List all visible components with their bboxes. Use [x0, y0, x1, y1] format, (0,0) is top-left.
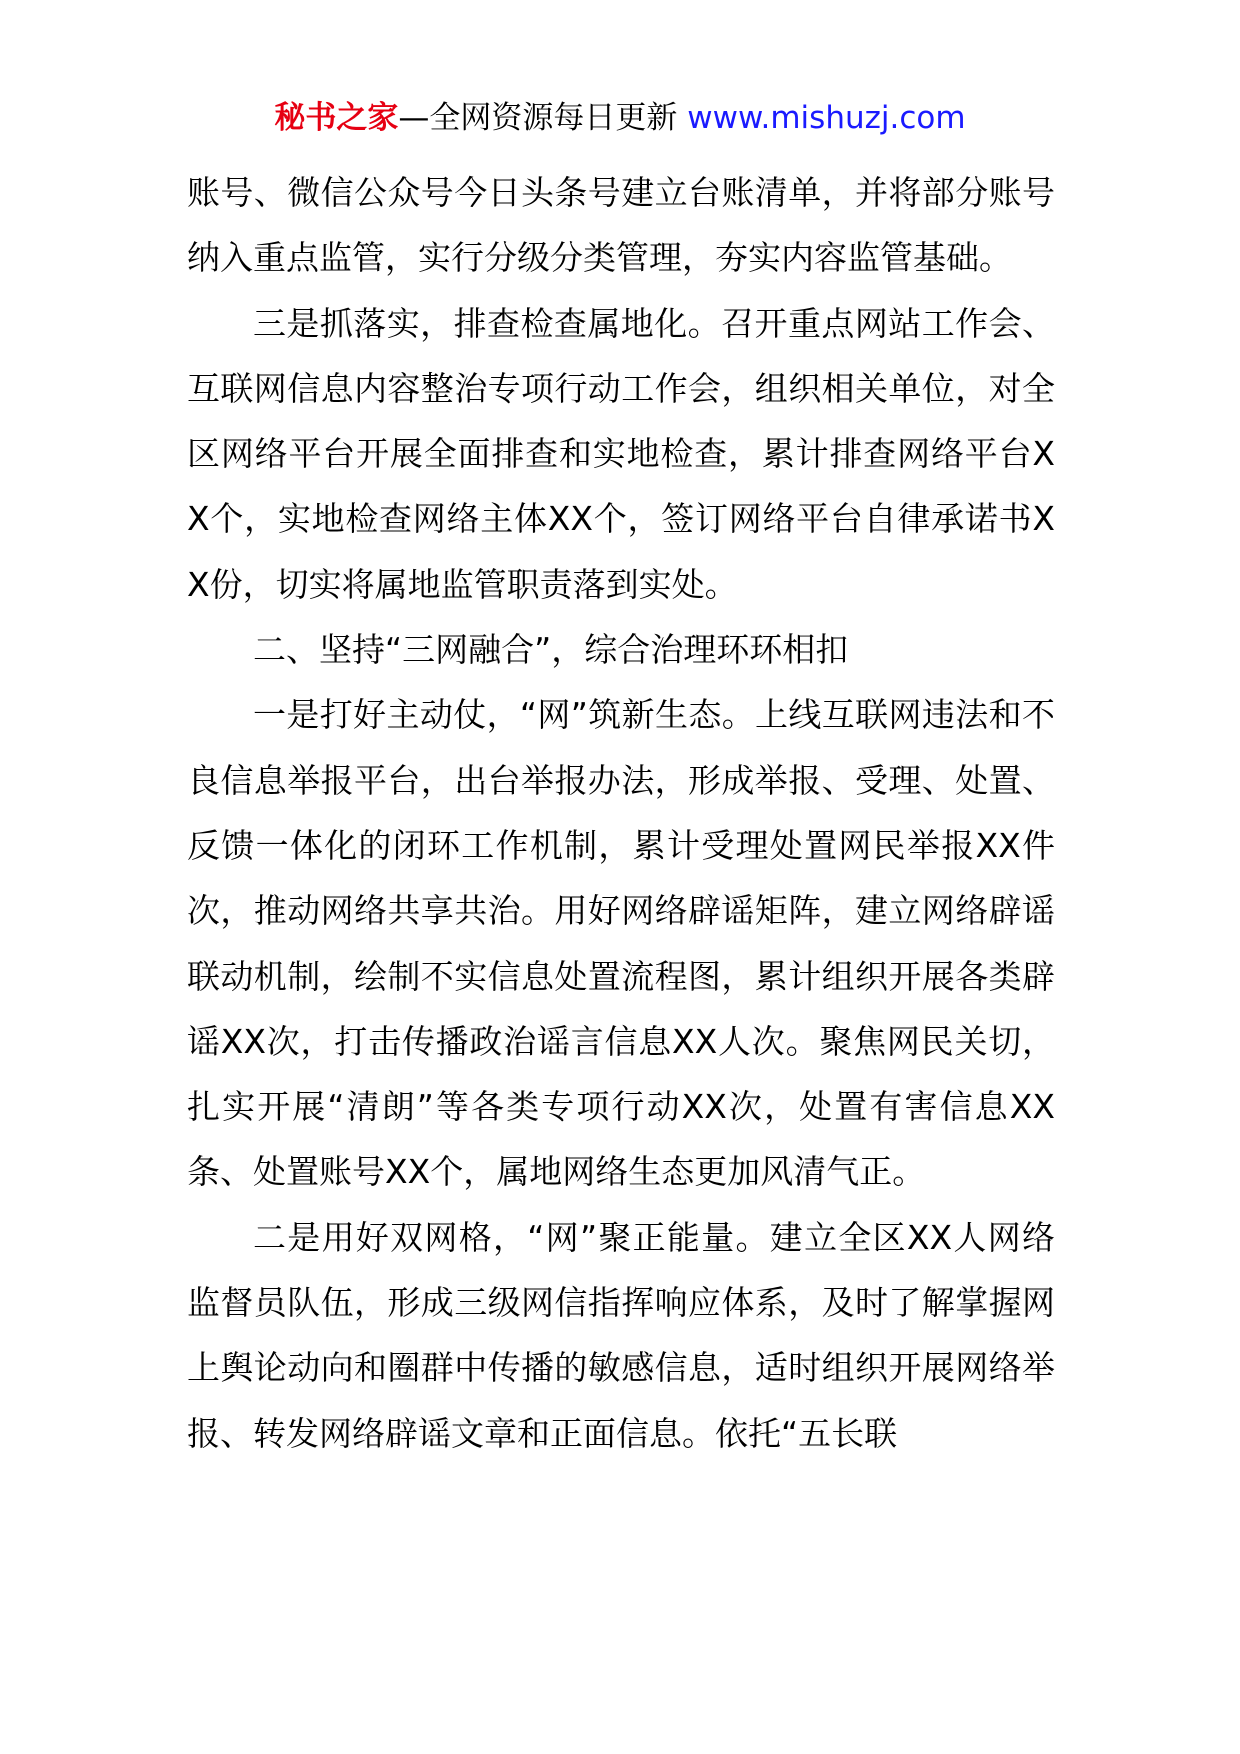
site-slogan: —全网资源每日更新: [398, 100, 678, 136]
section-heading: 二、坚持“三网融合”，综合治理环环相扣: [253, 630, 849, 670]
paragraph-item-one: 一是打好主动仗，“网”筑新生态。上线互联网违法和不良信息举报平台，出台举报办法，形成举报、受理、处置、反馈一体化的闭环工作机制，累计受理处置网民举报XX件次，推动网络共享共治。用好网络辟谣矩阵，建立网络辟谣联动机制，绘制不实信息处置流程图，累计组织开展各类辟谣XX次，打击传播政治谣言信息XX人次。聚焦网民关切，扎实开展“清朗”等各类专项行动XX次，处置有害信息XX条、处置账号XX个，属地网络生态更加风清气正。: [187, 695, 1055, 1192]
site-url-link[interactable]: www.mishuzj.com: [687, 100, 966, 136]
document-body: [187, 160, 1055, 1466]
site-header: [0, 98, 1240, 138]
paragraph-item-three: 三是抓落实，排查检查属地化。召开重点网站工作会、互联网信息内容整治专项行动工作会，组织相关单位，对全区网络平台开展全面排查和实地检查，累计排查网络平台XX个，实地检查网络主体XX个，签订网络平台自律承诺书XX份，切实将属地监管职责落到实处。: [187, 303, 1055, 604]
paragraph-item-two: 二是用好双网格，“网”聚正能量。建立全区XX人网络监督员队伍，形成三级网信指挥响应体系，及时了解掌握网上舆论动向和圈群中传播的敏感信息，适时组织开展网络举报、转发网络辟谣文章和正面信息。依托“五长联: [187, 1217, 1055, 1453]
site-brand: 秘书之家: [274, 100, 399, 136]
paragraph-continued: 账号、微信公众号今日头条号建立台账清单，并将部分账号纳入重点监管，实行分级分类管理，夯实内容监管基础。: [187, 173, 1055, 278]
